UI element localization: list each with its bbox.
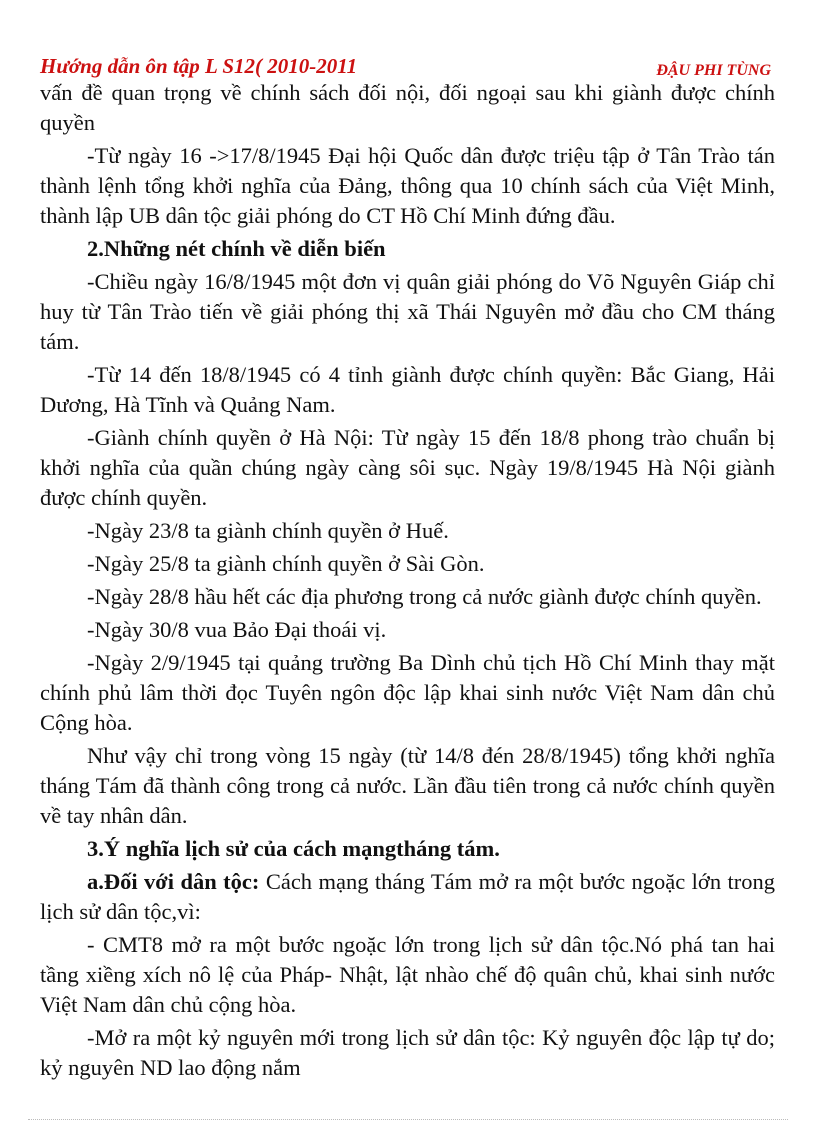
paragraph: -Ngày 28/8 hầu hết các địa phương trong cả nước giành được chính quyền. [87, 584, 762, 609]
paragraph: -Chiều ngày 16/8/1945 một đơn vị quân giải phóng do Võ Nguyên Giáp chỉ huy từ Tân Trào tiến về giải phóng thị xã Thái Nguyên mở đầu cho CM tháng tám. [40, 269, 775, 354]
paragraph-with-subheading [40, 867, 775, 927]
document-body [40, 78, 775, 1086]
subheading-label: a.Đối với dân tộc: [87, 869, 260, 894]
page-bottom-divider [28, 1119, 788, 1120]
paragraph: -Ngày 23/8 ta giành chính quyền ở Huế. [87, 518, 449, 543]
paragraph: -Giành chính quyền ở Hà Nội: Từ ngày 15 đến 18/8 phong trào chuẩn bị khởi nghĩa của quần chúng ngày càng sôi sục. Ngày 19/8/1945 Hà Nội giành được chính quyền. [40, 425, 775, 510]
section-heading-3: 3.Ý nghĩa lịch sử của cách mạngtháng tám. [87, 836, 500, 861]
paragraph: -Ngày 30/8 vua Bảo Đại thoái vị. [87, 617, 387, 642]
paragraph: Như vậy chỉ trong vòng 15 ngày (từ 14/8 đén 28/8/1945) tổng khởi nghĩa tháng Tám đã thành công trong cả nước. Lần đầu tiên trong cả nước chính quyền về tay nhân dân. [40, 743, 775, 828]
paragraph-continuation: vấn đề quan trọng về chính sách đối nội, đối ngoại sau khi giành được chính quyền [40, 80, 775, 135]
paragraph: -Từ 14 đến 18/8/1945 có 4 tỉnh giành được chính quyền: Bắc Giang, Hải Dương, Hà Tĩnh và Quảng Nam. [40, 362, 775, 417]
section-heading-2: 2.Những nét chính về diễn biến [87, 236, 386, 261]
paragraph: -Ngày 2/9/1945 tại quảng trường Ba Dình chủ tịch Hồ Chí Minh thay mặt chính phủ lâm thời đọc Tuyên ngôn độc lập khai sinh nước Việt Nam dân chủ Cộng hòa. [40, 650, 775, 735]
paragraph: -Từ ngày 16 ->17/8/1945 Đại hội Quốc dân được triệu tập ở Tân Trào tán thành lệnh tổng khởi nghĩa của Đảng, thông qua 10 chính sách của Việt Minh, thành lập UB dân tộc giải phóng do CT Hồ Chí Minh đứng đầu. [40, 143, 775, 228]
paragraph: - CMT8 mở ra một bước ngoặc lớn trong lịch sử dân tộc.Nó phá tan hai tầng xiềng xích nô lệ của Pháp- Nhật, lật nhào chế độ quân chủ, khai sinh nước Việt Nam dân chủ cộng hòa. [40, 932, 775, 1017]
paragraph-text: Cách mạng tháng Tám mở ra một bước ngoặc lớn trong lịch sử dân tộc,vì: [40, 869, 776, 924]
paragraph: -Ngày 25/8 ta giành chính quyền ở Sài Gòn. [87, 551, 485, 576]
document-author: ĐẬU PHI TÙNG [656, 62, 771, 79]
document-title: Hướng dẫn ôn tập L S12( 2010-2011 [40, 54, 358, 78]
paragraph: -Mở ra một kỷ nguyên mới trong lịch sử dân tộc: Kỷ nguyên độc lập tự do; kỷ nguyên ND lao động nắm [40, 1025, 775, 1080]
